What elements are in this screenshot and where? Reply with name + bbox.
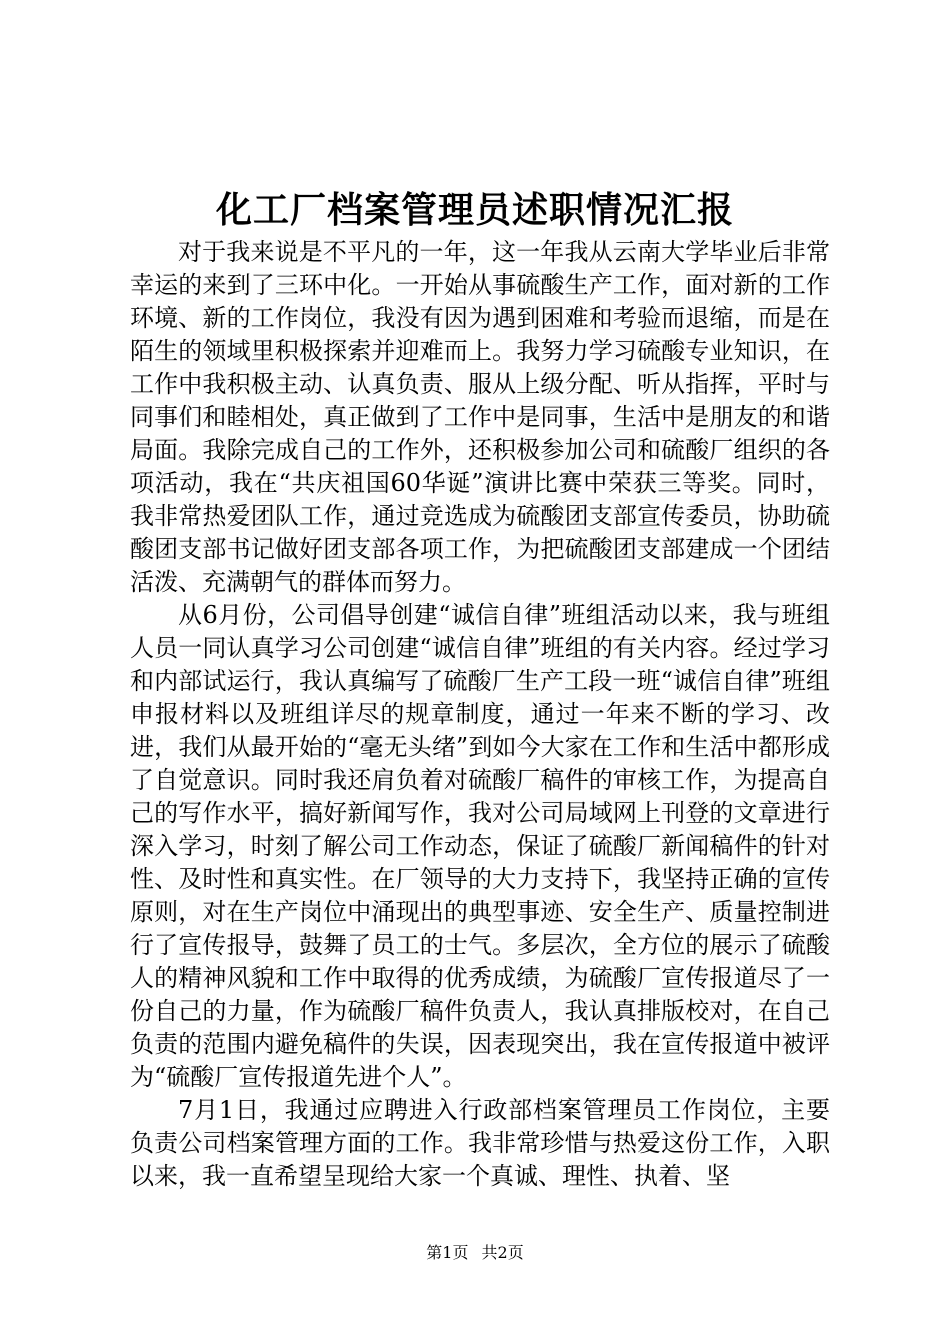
paragraph-3: 7月1日，我通过应聘进入行政部档案管理员工作岗位，主要负责公司档案管理方面的工作。我非常珍惜与热爱这份工作，入职以来，我一直希望呈现给大家一个真诚、理性、执着、坚 — [130, 1096, 830, 1190]
page-number: 第1页 — [426, 1243, 469, 1262]
paragraph-1: 对于我来说是不平凡的一年，这一年我从云南大学毕业后非常幸运的来到了三环中化。一开始从事硫酸生产工作，面对新的工作环境、新的工作岗位，我没有因为遇到困难和考验而退缩，而是在陌生的领域里积极探索并迎难而上。我努力学习硫酸专业知识，在工作中我积极主动、认真负责、服从上级分配、听从指挥，平时与同事们和睦相处，真正做到了工作中是同事，生活中是朋友的和谐局面。我除完成自己的工作外，还积极参加公司和硫酸厂组织的各项活动，我在“共庆祖国60华诞”演讲比赛中荣获三等奖。同时，我非常热爱团队工作，通过竞选成为硫酸团支部宣传委员，协助硫酸团支部书记做好团支部各项工作，为把硫酸团支部建成一个团结活泼、充满朝气的群体而努力。 — [130, 238, 830, 596]
document-title: 化工厂档案管理员述职情况汇报 — [215, 189, 734, 231]
paragraph-2: 从6月份，公司倡导创建“诚信自律”班组活动以来，我与班组人员一同认真学习公司创建“诚信自律”班组的有关内容。经过学习和内部试运行，我认真编写了硫酸厂生产工段一班“诚信自律”班组申报材料以及班组详尽的规章制度，通过一年来不断的学习、改进，我们从最开始的“毫无头绪”到如今大家在工作和生活中都形成了自觉意识。同时我还肩负着对硫酸厂稿件的审核工作，为提高自己的写作水平，搞好新闻写作，我对公司局域网上刊登的文章进行深入学习，时刻了解公司工作动态，保证了硫酸厂新闻稿件的针对性、及时性和真实性。在厂领导的大力支持下，我坚持正确的宣传原则，对在生产岗位中涌现出的典型事迹、安全生产、质量控制进行了宣传报导，鼓舞了员工的士气。多层次，全方位的展示了硫酸人的精神风貌和工作中取得的优秀成绩，为硫酸厂宣传报道尽了一份自己的力量，作为硫酸厂稿件负责人，我认真排版校对，在自己负责的范围内避免稿件的失误，因表现突出，我在宣传报道中被评为“硫酸厂宣传报道先进个人”。 — [130, 601, 830, 1091]
document-body — [130, 236, 830, 1193]
page-footer — [0, 1242, 950, 1264]
page-total: 共2页 — [481, 1243, 524, 1262]
